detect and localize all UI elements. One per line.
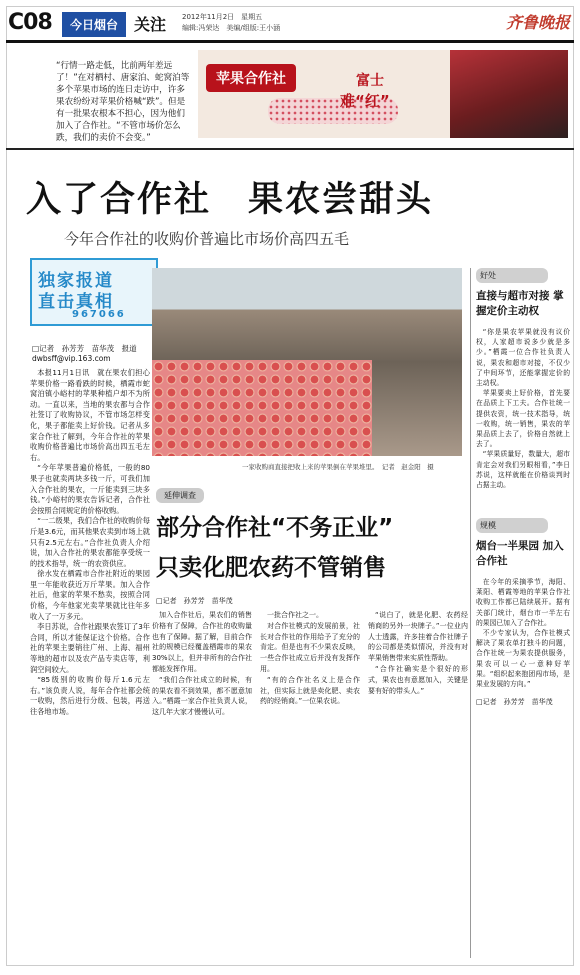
second-byline: □记者 孙芳芳 苗华茂 xyxy=(156,597,233,605)
issue-date: 2012年11月2日 星期五 xyxy=(182,13,263,21)
paragraph: “85级别的收购价每斤1.6元左右。”该负责人说，每年合作社都会统一收购，然后进行分级、包装，再送往各地市场。 xyxy=(30,675,150,716)
follow-up-tag: 延伸调查 xyxy=(156,488,204,503)
apple-harvest-photo xyxy=(152,268,462,456)
stamp-line-2: 直击真相 xyxy=(38,292,114,312)
newspaper-logo: 齐鲁晚报 xyxy=(505,13,570,32)
banner-photo xyxy=(450,50,568,138)
photo-caption: 一家收购商直接把收上来的苹果倒在苹果堆里。 记者 赵金阳 摄 xyxy=(242,463,434,471)
paragraph: 李日苏说，合作社跟果农签订了3年合同，所以才能保证这个价格。合作社的苹果主要销往广州、上海、福州等地的超市以及农产品专卖店等，利润空间较大。 xyxy=(30,622,150,674)
article-column-3 xyxy=(260,610,360,707)
sidebar-body xyxy=(476,577,570,689)
stamp-hotline: 967066 xyxy=(72,309,126,320)
reporter-email: dwbsff@vip.163.com xyxy=(32,354,111,363)
sidebar-benefits xyxy=(476,268,570,490)
paragraph: 在今年的采摘季节，海阳、莱阳、栖霞等地的苹果合作社收购工作都已陆续展开。据有关部门统计，烟台市一半左右的果园已加入了合作社。 xyxy=(476,578,570,627)
reporter-credit xyxy=(32,344,156,364)
paragraph: “合作社确实是个很好的形式，果农也有意愿加入，关键是要有好的带头人。” xyxy=(368,664,468,695)
banner-title-2: 难“红” xyxy=(340,92,390,110)
paragraph: 苹果要卖上好价格，首先要在品质上下工夫。合作社统一提供农资，统一技术指导，统一收购，统一销售，果农的苹果品质上去了，价格自然就上去了。 xyxy=(476,389,570,449)
main-subheadline: 今年合作社的收购价普遍比市场价高四五毛 xyxy=(64,230,350,248)
paragraph: 一批合作社之一。 xyxy=(267,611,323,619)
main-headline: 入了合作社 果农尝甜头 xyxy=(26,180,434,220)
sidebar-scale xyxy=(476,518,570,707)
paragraph: “说白了，就是化肥、农药经销商的另外一块牌子。”一位业内人士透露，许多挂着合作社牌子的公司都是类似情况，并没有对苹果销售带来实质性帮助。 xyxy=(368,611,468,663)
banner-title-1: 富士 xyxy=(356,73,384,89)
sidebar-byline: □记者 孙芳芳 苗华茂 xyxy=(476,698,553,707)
lead-quote: “行情一路走低，比前两年差远了！”在对栖村、唐家泊、蛇窝泊等多个苹果市场的连日走访中，许多果农纷纷对苹果价格喊“跌”。但是有一批果农根本不担心，因为他们加入了合作社。“不管市场价怎么跌，我们的卖价不会变。” xyxy=(56,61,190,143)
paragraph: 本报11月1日讯 就在果农们担心苹果价格一路看跌的时候，栖霞市蛇窝泊镇小峪村的苹果种植户却不为所动。一直以来，当地的果农都与合作社签订了收购协议，不管市场怎样变化，果子都能卖上好价钱。记者从多家合作社了解到，今年合作社的苹果收购价格普遍比市场价高出四五毛左右。 xyxy=(30,368,150,462)
sidebar-tag: 好处 xyxy=(476,268,548,283)
paragraph: 徐水发在栖霞市合作社附近的果园里一年能收获近万斤苹果。加入合作社后，他家的苹果不愁卖，按照合同价格，今年他家光卖苹果就比往年多收入了一万多元。 xyxy=(30,569,150,621)
reporter-names: □记者 孙芳芳 苗华茂 报道 xyxy=(32,344,137,353)
topic-banner xyxy=(198,50,568,138)
paragraph: 不少专家认为，合作社模式解决了果农单打独斗的问题，合作社统一为果农提供服务，果农可以一心一意种好苹果。“组织起来抱团闯市场，是果业发展的方向。” xyxy=(476,629,570,689)
paragraph: 加入合作社后，果农们的销售价格有了保障，合作社的收购量也有了保障。据了解，目前合作社的规模已经覆盖栖霞市的果农30%以上，但并非所有的合作社都能发挥作用。 xyxy=(152,611,252,673)
exclusive-stamp xyxy=(30,258,158,326)
article-column-1 xyxy=(30,368,150,718)
paragraph: 对合作社模式的发展前景，社长对合作社的作用给予了充分的肯定。但是也有不少果农反映，一些合作社成立后并没有发挥作用。 xyxy=(260,621,360,673)
section-label: 今日烟台 xyxy=(62,12,126,37)
paragraph: “今年苹果普遍价格低，一般的80果子也就卖两块多钱一斤，可我们加入合作社的果农，一斤能卖到三块多钱。”小峪村的果农告诉记者，合作社会按照合同规定的价格收购。 xyxy=(30,463,150,515)
banner-label: 苹果合作社 xyxy=(206,64,296,92)
page-number: C08 xyxy=(8,10,52,35)
second-headline-line-2: 只卖化肥农药不管销售 xyxy=(156,555,386,581)
paragraph: “你是果农苹果就没有议价权，人家超市说多少就是多少。”栖霞一位合作社负责人说，果农和超市对接，不仅少了中间环节，还能掌握定价的主动权。 xyxy=(476,328,570,388)
apple-pile xyxy=(152,360,372,456)
column-rule xyxy=(470,268,471,958)
paragraph: “苹果质量好，数量大，超市肯定会对我们另眼相看，”李日苏说，这样就能在价格谈判时占据主动。 xyxy=(476,450,570,490)
article-column-2 xyxy=(152,610,252,718)
editors-line: 编辑:冯荣达 美编/组版:王小涵 xyxy=(182,24,281,32)
newspaper-page xyxy=(6,6,574,966)
sidebar-title: 直接与超市对接 掌握定价主动权 xyxy=(476,290,564,317)
paragraph: “有的合作社名义上是合作社，但实际上就是卖化肥、卖农药的经销商。”一位果农说。 xyxy=(260,675,360,706)
section-sub-label: 关注 xyxy=(134,15,167,34)
divider xyxy=(6,148,574,150)
stamp-line-1: 独家报道 xyxy=(38,271,114,291)
paragraph: “一二级果，我们合作社的收购价每斤是3.6元，而其他果农卖到市场上就只有2.5元左右。”合作社负责人介绍说，加入合作社的果农都能享受统一的技术指导，统一的农资供应。 xyxy=(30,516,150,568)
sidebar-tag: 规模 xyxy=(476,518,548,533)
article-column-4 xyxy=(368,610,468,696)
page-header xyxy=(6,6,574,43)
paragraph: “我们合作社成立的时候，有的果农看不到效果，都不愿意加入。”栖霞一家合作社负责人说，这几年大家才慢慢认可。 xyxy=(152,675,252,717)
sidebar-title: 烟台一半果园 加入合作社 xyxy=(476,540,564,567)
second-headline-line-1: 部分合作社“不务正业” xyxy=(156,515,394,541)
sidebar-body xyxy=(476,327,570,490)
issue-meta xyxy=(182,12,280,34)
